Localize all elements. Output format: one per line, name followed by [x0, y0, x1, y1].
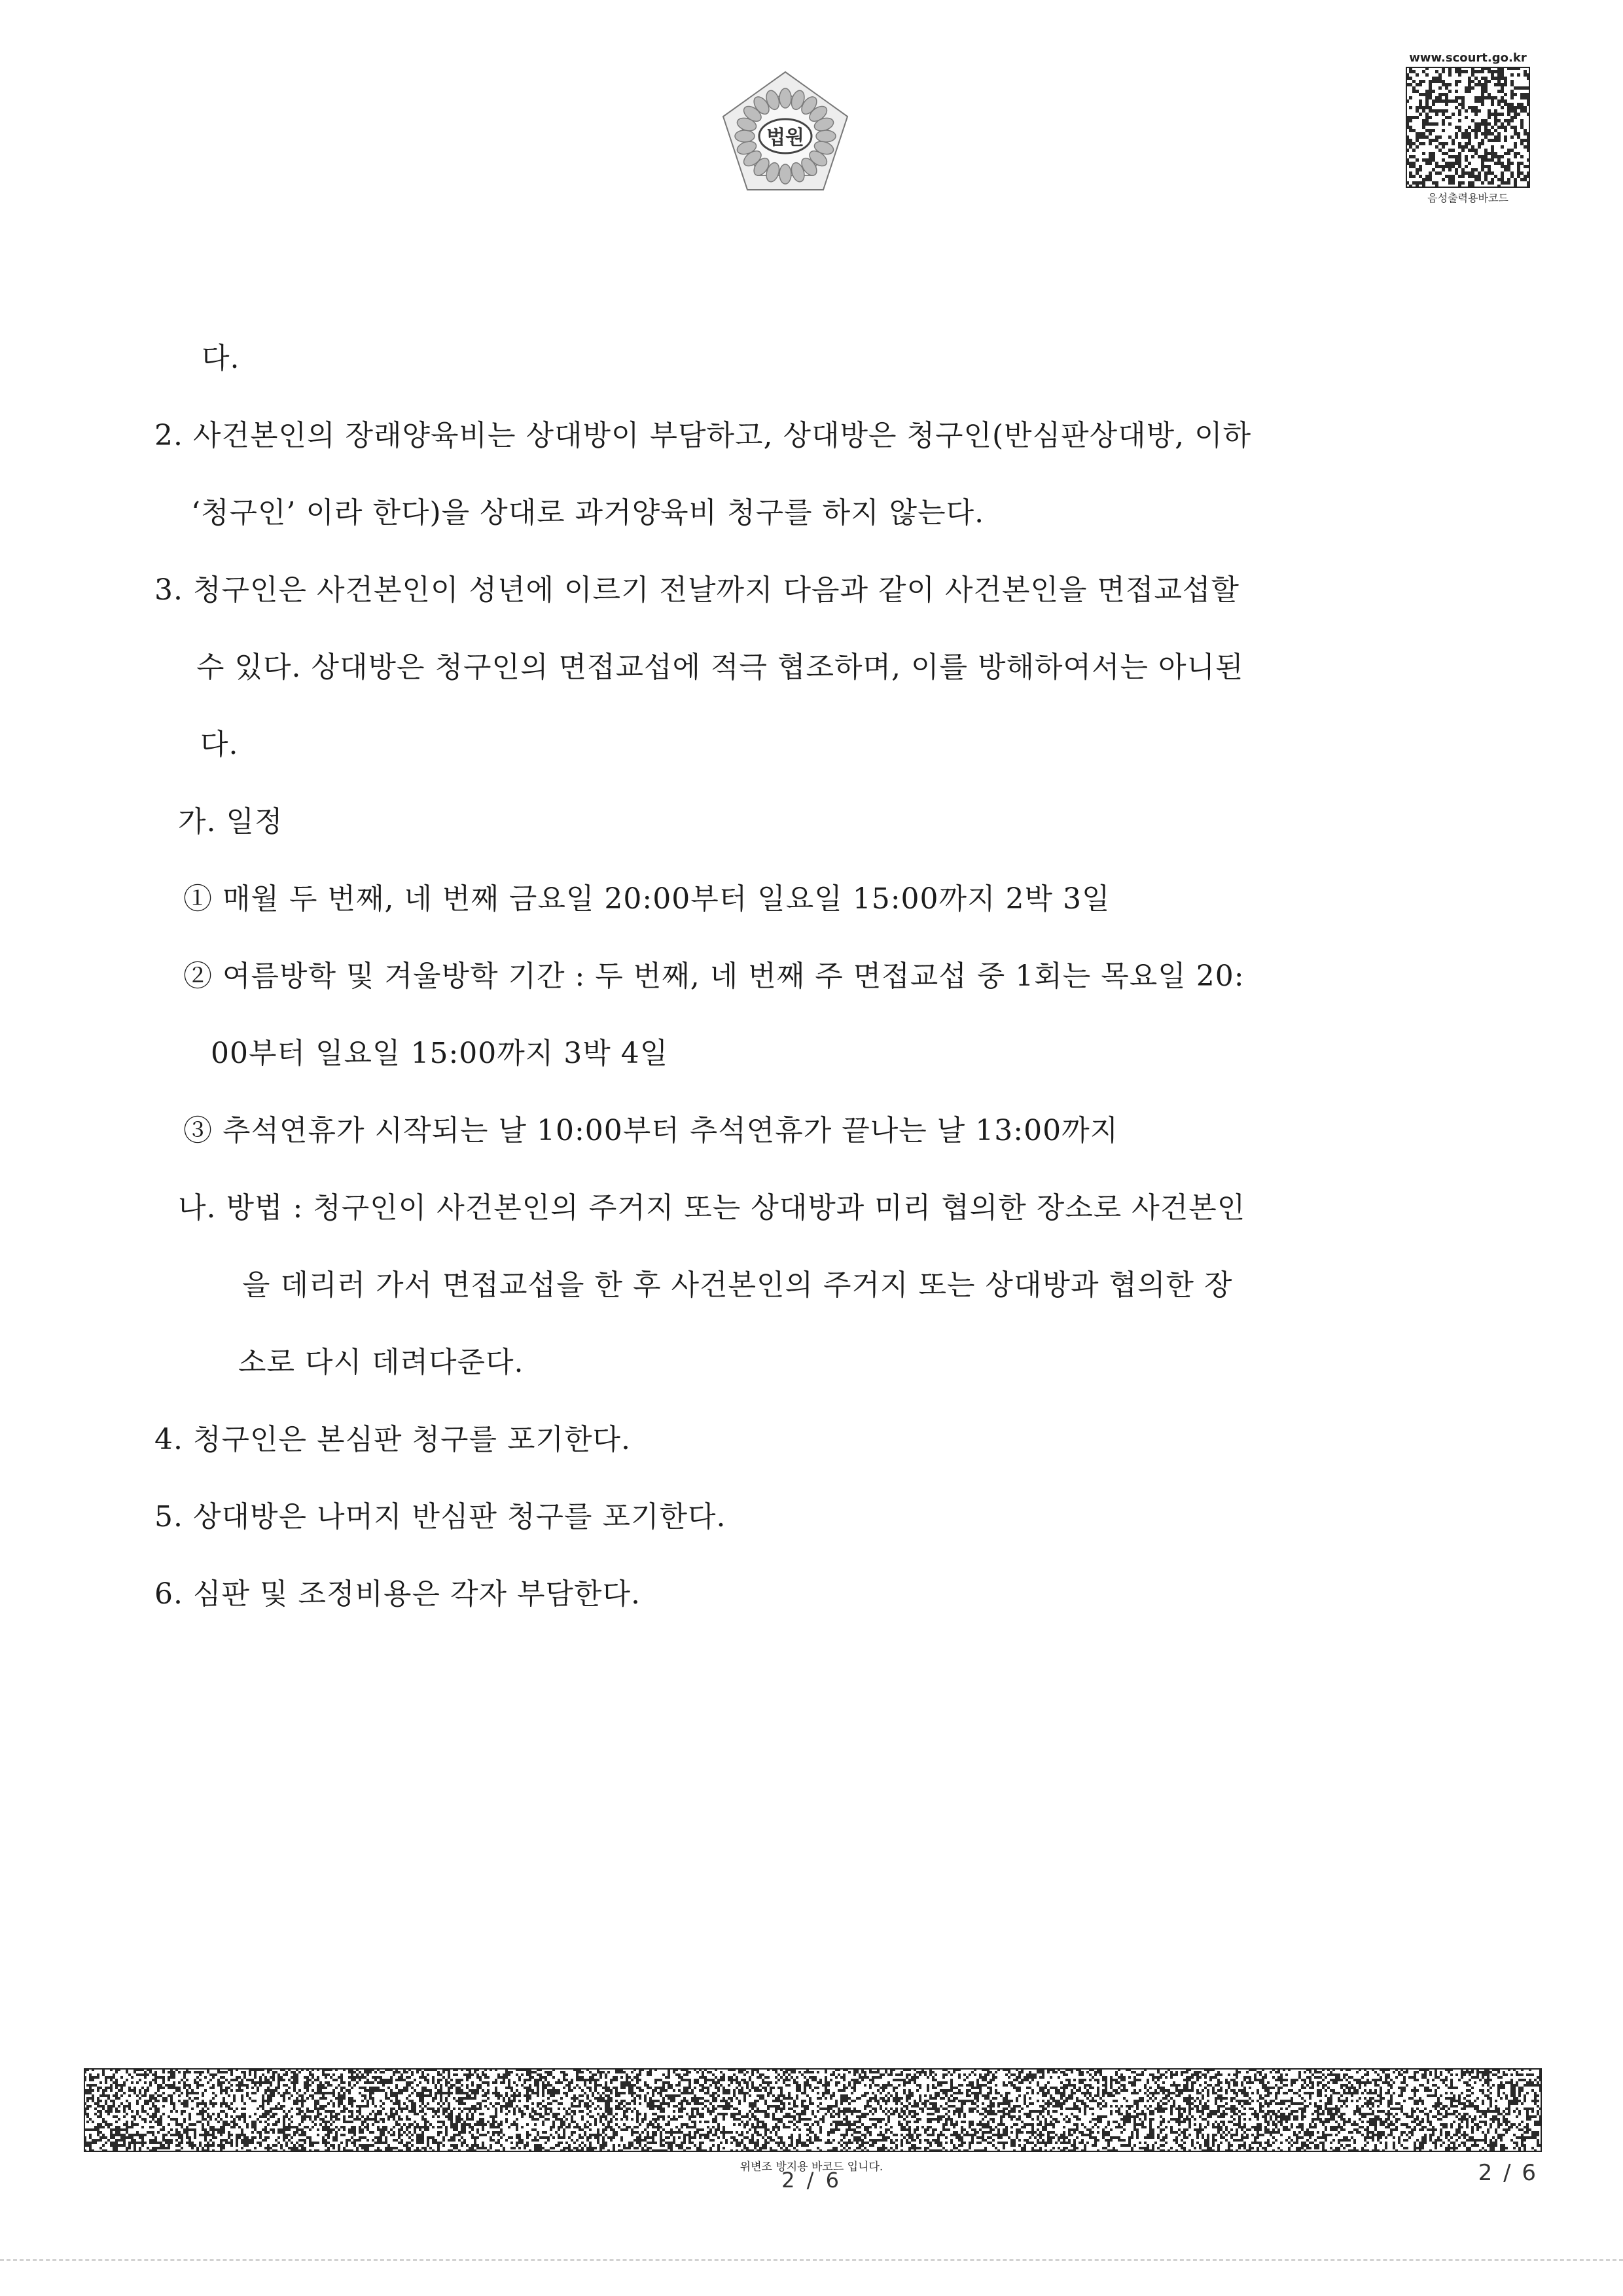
body-line-6: 다.	[200, 728, 239, 761]
body-line-11: ③ 추석연휴가 시작되는 날 10:00부터 추석연휴가 끝나는 날 13:00까지	[183, 1114, 1119, 1147]
court-website-url: www.scourt.go.kr	[1409, 51, 1527, 65]
body-line-10: 00부터 일요일 15:00까지 3박 4일	[211, 1037, 669, 1070]
court-seal-icon	[707, 59, 864, 216]
body-line-4: 3. 청구인은 사건본인이 성년에 이르기 전날까지 다음과 같이 사건본인을 면접교섭할	[154, 573, 1240, 607]
anti-forgery-barcode	[84, 2068, 1542, 2152]
body-line-17: 6. 심판 및 조정비용은 각자 부담한다.	[154, 1577, 641, 1611]
page-number-center: 2 / 6	[781, 2168, 842, 2193]
voice-output-barcode	[1406, 67, 1530, 188]
voice-output-barcode-caption: 음성출력용바코드	[1427, 192, 1508, 204]
body-line-8: ① 매월 두 번째, 네 번째 금요일 20:00부터 일요일 15:00까지 2박 3일	[183, 882, 1111, 916]
body-line-9: ② 여름방학 및 겨울방학 기간 : 두 번째, 네 번째 주 면접교섭 중 1회는 목요일 20:	[183, 960, 1245, 993]
page-number-right: 2 / 6	[1478, 2160, 1538, 2186]
body-line-3: ‘청구인’ 이라 한다)을 상대로 과거양육비 청구를 하지 않는다.	[191, 496, 985, 529]
body-line-14: 소로 다시 데려다준다.	[238, 1346, 524, 1379]
anti-forgery-barcode-caption: 위변조 방지용 바코드 입니다.	[740, 2161, 883, 2174]
body-line-5: 수 있다. 상대방은 청구인의 면접교섭에 적극 협조하며, 이를 방해하여서는 아니된	[196, 651, 1244, 684]
body-line-2: 2. 사건본인의 장래양육비는 상대방이 부담하고, 상대방은 청구인(반심판상대방, 이하	[154, 419, 1252, 452]
seal-label: 법원	[766, 126, 804, 149]
court-seal-emblem	[707, 59, 864, 216]
body-line-1: 다.	[202, 342, 240, 375]
body-line-16: 5. 상대방은 나머지 반심판 청구를 포기한다.	[154, 1500, 726, 1534]
body-line-13: 을 데리러 가서 면접교섭을 한 후 사건본인의 주거지 또는 상대방과 협의한 장	[242, 1268, 1233, 1302]
body-line-7: 가. 일정	[178, 805, 283, 838]
body-line-12: 나. 방법 : 청구인이 사건본인의 주거지 또는 상대방과 미리 협의한 장소로 사건본인	[178, 1191, 1246, 1225]
scan-edge-line	[0, 2259, 1623, 2261]
body-line-15: 4. 청구인은 본심판 청구를 포기한다.	[154, 1423, 631, 1456]
